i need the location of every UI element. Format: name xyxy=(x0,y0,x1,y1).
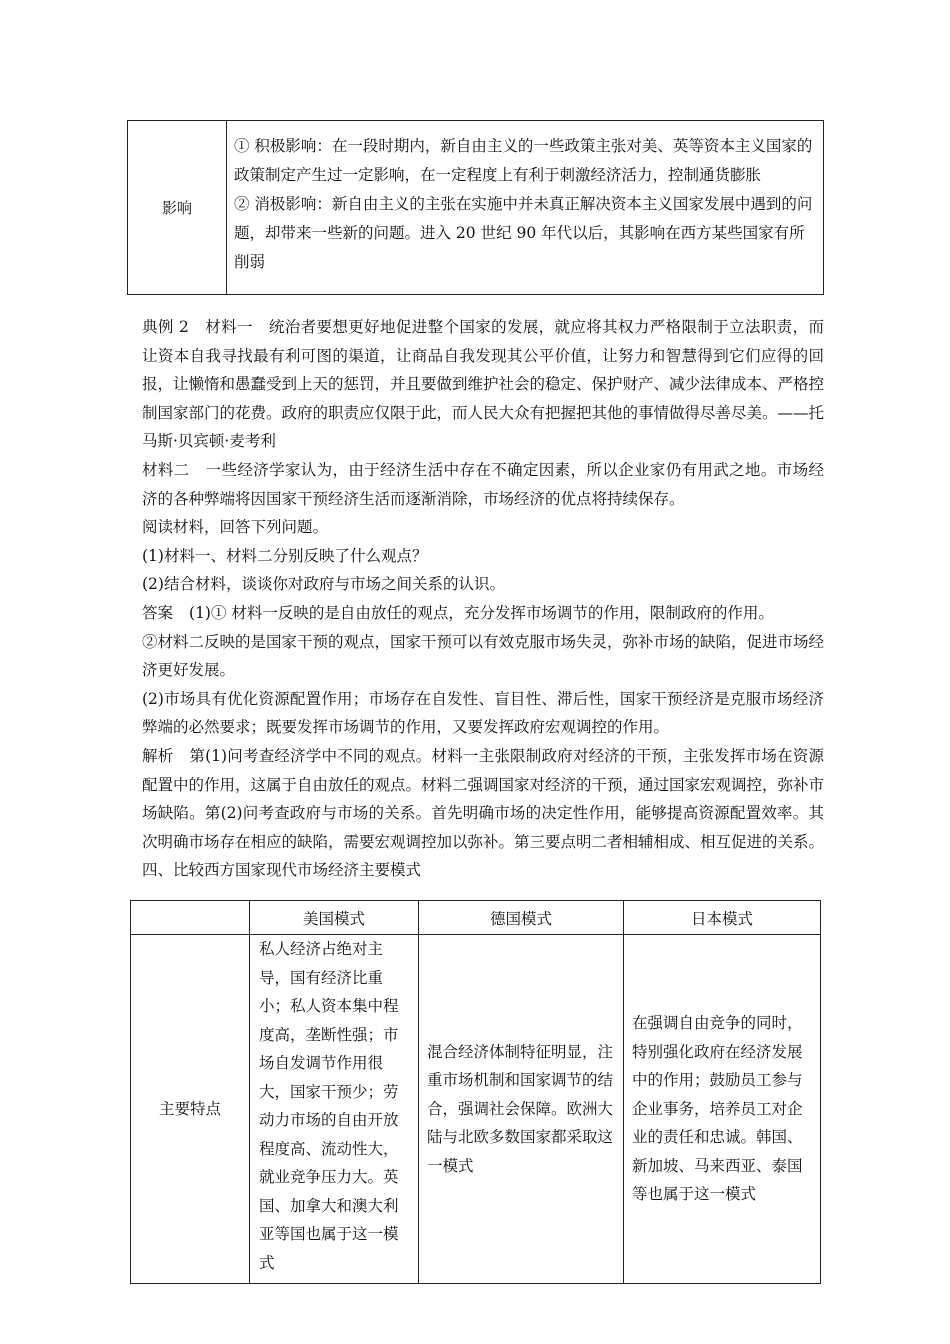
material1-paragraph xyxy=(142,313,824,456)
analysis-label: 解析 xyxy=(142,746,174,765)
row-label-main-features: 主要特点 xyxy=(131,935,250,1284)
answer-1b: ②材料二反映的是国家干预的观点，国家干预可以有效克服市场失灵，弥补市场的缺陷，促进市场经济更好发展。 xyxy=(142,632,825,680)
example-section xyxy=(142,313,824,885)
de-model-text: 混合经济体制特征明显，注重市场机制和国家调节的结合，强调社会保障。欧洲大陆与北欧多数国家都采取这一模式 xyxy=(427,1042,614,1175)
example-label: 典例 2 xyxy=(142,318,189,336)
material1-text: 统治者要想更好地促进整个国家的发展，就应将其权力严格限制于立法职责，而让资本自我寻找最有利可图的渠道，让商品自我发现其公平价值，让努力和智慧得到它们应得的回报，让懒惰和愚蠢受到上天的惩罚，并且要做到维护社会的稳定、保护财产、减少法律成本、严格控制国家部门的花费。政府的职责应仅限于此，而人民大众有把握把其他的事情做得尽善尽美。——托马斯·贝宾顿·麦考利 xyxy=(142,318,825,451)
analysis xyxy=(142,742,824,856)
de-model-cell xyxy=(419,935,624,1284)
answer-2: (2)市场具有优化资源配置作用；市场存在自发性、盲目性、滞后性，国家干预经济是克服市场经济弊端的必然要求；既要发挥市场调节的作用，又要发挥政府宏观调控的作用。 xyxy=(142,689,824,737)
table-row xyxy=(131,935,821,1284)
header-jp-model: 日本模式 xyxy=(624,901,821,935)
question-1: (1)材料一、材料二分别反映了什么观点？ xyxy=(142,546,428,565)
negative-impact: ② 消极影响：新自由主义的主张在实施中并未真正解决资本主义国家发展中遇到的问题，却带来一些新的问题。进入 20 世纪 90 年代以后，其影响在西方某些国家有所削弱 xyxy=(234,195,813,271)
impact-table xyxy=(127,120,824,295)
answer-1-text: (1)① 材料一反映的是自由放任的观点，充分发挥市场调节的作用，限制政府的作用。 xyxy=(189,603,774,622)
instruction: 阅读材料，回答下列问题。 xyxy=(142,518,329,537)
material1-label: 材料一 xyxy=(204,318,253,336)
us-model-text: 私人经济占绝对主导，国有经济比重小；私人资本集中程度高，垄断性强；市场自发调节作用很大，国家干预少；劳动力市场的自由开放程度高、流动性大，就业竞争压力大。英国、加拿大和澳大利亚等国也属于这一模式 xyxy=(259,940,399,1272)
jp-model-text: 在强调自由竞争的同时，特别强化政府在经济发展中的作用；鼓励员工参与企业事务，培养员工对企业的责任和忠诚。韩国、新加坡、马来西亚、泰国等也属于这一模式 xyxy=(632,1014,803,1204)
section-4-title: 四、比较西方国家现代市场经济主要模式 xyxy=(142,861,422,880)
table-header-row xyxy=(131,901,821,935)
jp-model-cell xyxy=(624,935,821,1284)
market-models-table xyxy=(130,900,821,1284)
answer-label: 答案 xyxy=(142,603,174,622)
positive-impact: ① 积极影响：在一段时期内，新自由主义的一些政策主张对美、英等资本主义国家的政策制定产生过一定影响，在一定程度上有利于刺激经济活力，控制通货膨胀 xyxy=(234,137,813,184)
impact-content xyxy=(227,121,824,295)
analysis-text: 第(1)问考查经济学中不同的观点。材料一主张限制政府对经济的干预，主张发挥市场在资源配置中的作用，这属于自由放任的观点。材料二强调国家对经济的干预，通过国家宏观调控，弥补市场缺陷。第(2)问考查政府与市场的关系。首先明确市场的决定性作用，能够提高资源配置效率。其次明确市场存在相应的缺陷，需要宏观调控加以弥补。第三要点明二者相辅相成、相互促进的关系。 xyxy=(142,746,825,851)
material2-label: 材料二 xyxy=(142,460,190,479)
answer-1 xyxy=(142,599,824,628)
question-2: (2)结合材料，谈谈你对政府与市场之间关系的认识。 xyxy=(142,575,505,594)
header-empty xyxy=(131,901,250,935)
impact-label: 影响 xyxy=(128,121,227,295)
header-us-model: 美国模式 xyxy=(250,901,419,935)
header-de-model: 德国模式 xyxy=(419,901,624,935)
material2-text: 一些经济学家认为，由于经济生活中存在不确定因素，所以企业家仍有用武之地。市场经济的各种弊端将因国家干预经济生活而逐渐消除，市场经济的优点将持续保存。 xyxy=(142,460,824,508)
us-model-cell xyxy=(250,935,419,1284)
material2-paragraph xyxy=(142,456,824,513)
